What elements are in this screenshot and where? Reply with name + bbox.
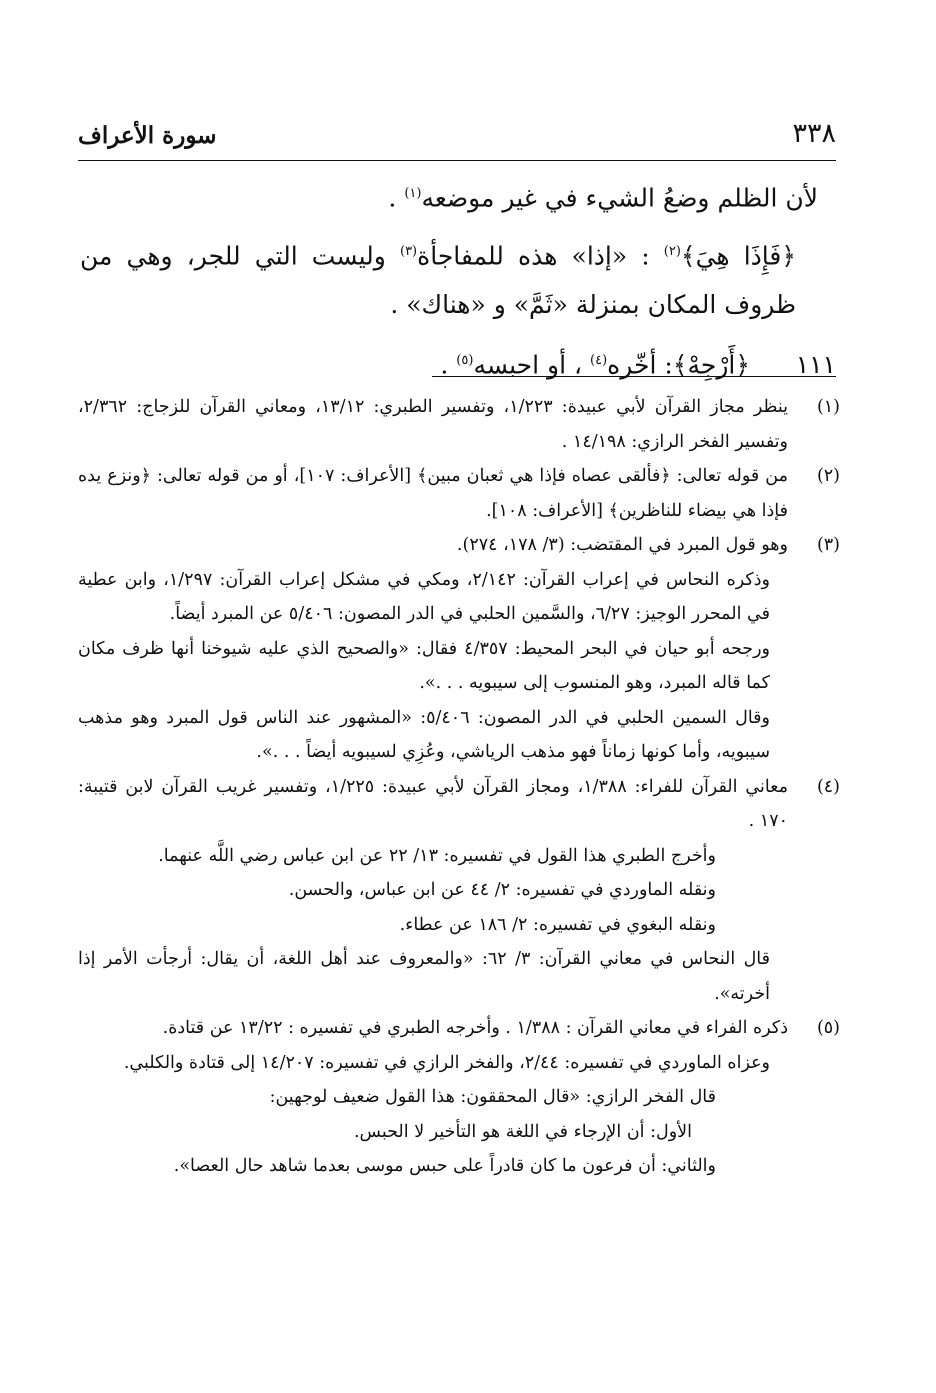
footnote-paragraph: وذكره النحاس في إعراب القرآن: ٢/١٤٢، ومكي في مشكل إعراب القرآن: ١/٢٩٧، وابن عطية في المحرر الوجيز: ٦/٢٧، والسَّمين الحلبي في الدر المصون: ٥/٤٠٦ عن المبرد أيضاً.: [78, 569, 770, 624]
main-line-2-text-b: وليست التي للجر، وهي من ظروف المكان بمنزلة «ثَمَّ» و «هناك» .: [80, 241, 796, 319]
footnote-paragraph: معاني القرآن للفراء: ١/٣٨٨، ومجاز القرآن لأبي عبيدة: ١/٢٢٥، وتفسير غريب القرآن لابن قتيبة: ١٧٠ .: [78, 776, 788, 831]
footnote-paragraph: وأخرج الطبري هذا القول في تفسيره: ١٣/ ٢٢ عن ابن عباس رضي اللَّه عنهما.: [158, 845, 716, 866]
footnote-ref-5: (٥): [456, 352, 474, 368]
footnote-number: (٥): [816, 1018, 840, 1038]
footnote-paragraph: والثاني: أن فرعون ما كان قادراً على حبس موسى بعدما شاهد حال العصا».: [173, 1156, 716, 1176]
footnote-paragraph: ونقله البغوي في تفسيره: ٢/ ١٨٦ عن عطاء.: [399, 914, 716, 935]
footnote-ref-1: (١): [404, 186, 422, 201]
footnote-number: (١): [816, 397, 840, 417]
footnote-ref-2: (٢): [663, 244, 681, 260]
footnote-paragraph: ونقله الماوردي في تفسيره: ٢/ ٤٤ عن ابن عباس، والحسن.: [288, 880, 716, 900]
footnote-paragraph: قال النحاس في معاني القرآن: ٣/ ٦٢: «والمعروف عند أهل اللغة، أن يقال: أرجأت الأمر إذا أخرته».: [78, 949, 771, 1004]
page-number: ٣٣٨: [792, 118, 836, 149]
footnote-paragraph: وقال السمين الحلبي في الدر المصون: ٥/٤٠٦: «المشهور عند الناس قول المبرد وهو مذهب سيبويه، وأما كونها زماناً فهو مذهب الرياشي، وعُزِي لسيبويه أيضاً . . .».: [78, 707, 770, 762]
main-line-2-text-a: : «إذا» هذه للمفاجأة: [417, 241, 664, 271]
footnote-number: (٤): [816, 776, 840, 797]
footnote-paragraph: ورجحه أبو حيان في البحر المحيط: ٤/٣٥٧ فقال: «والصحيح الذي عليه شيوخنا أنها ظرف مكان كما قاله المبرد، وهو المنسوب إلى سيبويه . . .».: [78, 638, 770, 693]
main-line-1-end: .: [388, 183, 405, 213]
header-divider: [78, 160, 836, 161]
main-text: [80, 170, 836, 389]
main-line-2: [80, 228, 836, 328]
footnote-paragraph: من قوله تعالى: ﴿فألقى عصاه فإذا هي ثعبان مبين﴾ [الأعراف: ١٠٧]، أو من قوله تعالى: ﴿ونزع يده فإذا هي بيضاء للناظرين﴾ [الأعراف: ١٠٨].: [78, 466, 788, 521]
footnote-2: [78, 459, 840, 528]
footnote-3: [78, 528, 840, 770]
footnote-divider: [432, 376, 836, 377]
main-line-3-text: ، أو احبسه: [473, 349, 591, 379]
quran-phrase-faidha-hiya: ﴿فَإِذَا هِيَ﴾: [680, 241, 796, 271]
footnote-ref-4: (٤): [590, 352, 608, 368]
footnote-paragraph: وهو قول المبرد في المقتضب: (٣/ ١٧٨، ٢٧٤).: [456, 535, 788, 555]
main-line-1: [80, 170, 836, 222]
verse-number: ١١١: [795, 349, 836, 379]
footnote-paragraph: الأول: أن الإرجاء في اللغة هو التأخير لا الحبس.: [353, 1121, 692, 1142]
footnote-paragraph: ينظر مجاز القرآن لأبي عبيدة: ١/٢٢٣، وتفسير الطبري: ١٣/١٢، ومعاني القرآن للزجاج: ٢/٣٦٢، وتفسير الفخر الرازي: ١٤/١٩٨ .: [78, 397, 788, 452]
footnote-number: (٣): [816, 535, 840, 555]
main-line-3: [80, 337, 836, 389]
footnote-number: (٢): [816, 466, 840, 486]
footnotes-section: [78, 390, 840, 1184]
footnote-5: [78, 1011, 840, 1184]
footnote-ref-3: (٣): [399, 244, 418, 260]
footnote-4: [78, 770, 840, 1012]
quran-phrase-arjih: ﴿أَرْجِهْ﴾: أخّره: [607, 349, 750, 379]
footnote-paragraph: قال الفخر الرازي: «قال المحققون: هذا القول ضعيف لوجهين:: [269, 1087, 716, 1107]
main-line-1-text: لأن الظلم وضعُ الشيء في غير موضعه: [421, 183, 818, 213]
page-header: [78, 118, 836, 158]
footnote-1: [78, 390, 840, 459]
main-line-3-end: .: [440, 349, 457, 379]
footnote-paragraph: ذكره الفراء في معاني القرآن : ١/٣٨٨ . وأخرجه الطبري في تفسيره : ١٣/٢٢ عن قتادة.: [162, 1018, 788, 1038]
footnote-paragraph: وعزاه الماوردي في تفسيره: ٢/٤٤، والفخر الرازي في تفسيره: ١٤/٢٠٧ إلى قتادة والكلبي.: [123, 1052, 770, 1073]
surah-title: سورة الأعراف: [78, 122, 217, 149]
